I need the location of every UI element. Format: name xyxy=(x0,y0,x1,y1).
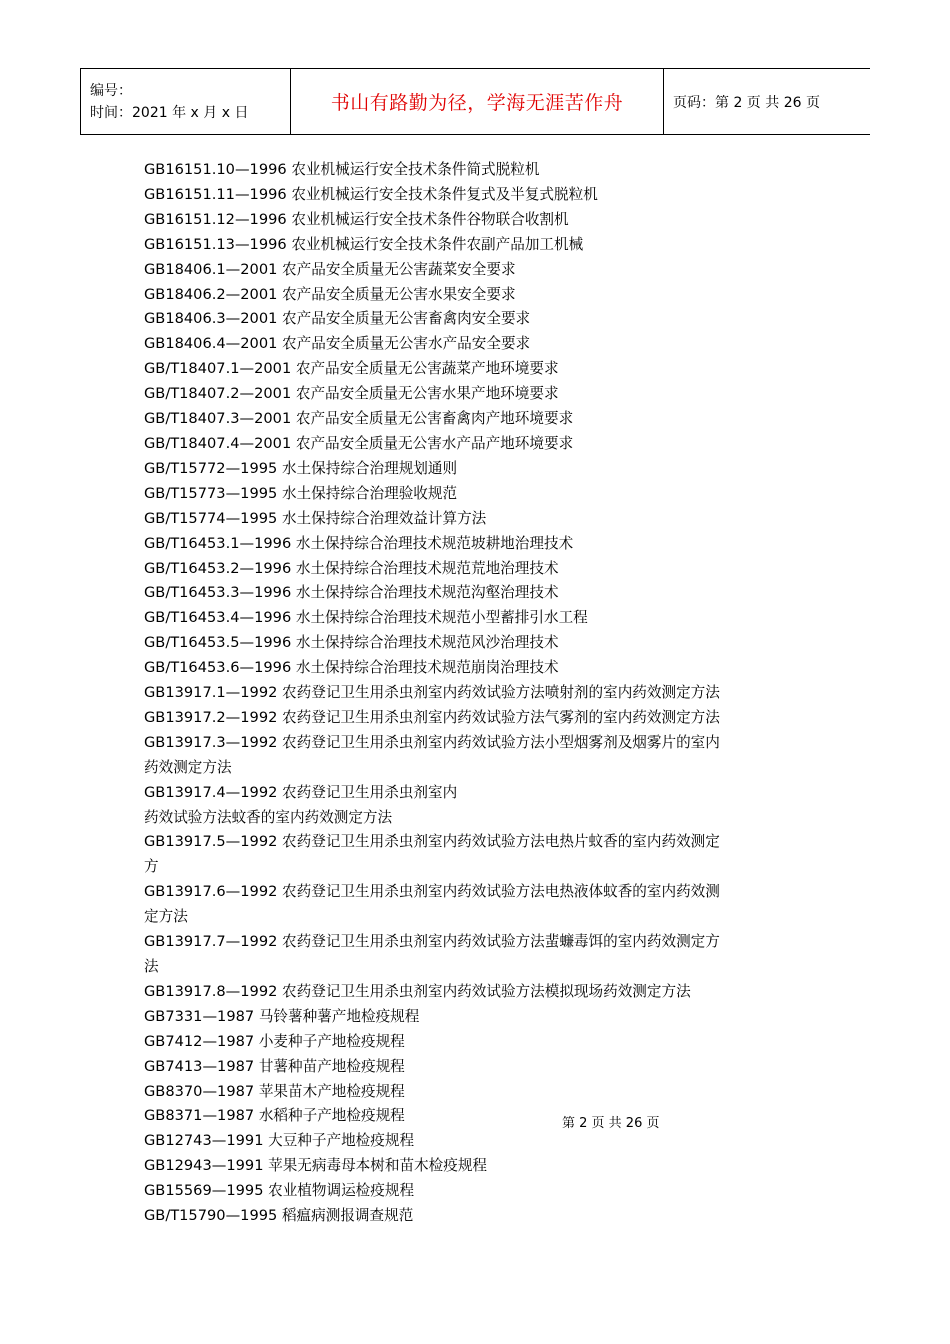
standard-line: GB/T18407.4—2001 农产品安全质量无公害水产品产地环境要求 xyxy=(144,434,574,452)
standards-list xyxy=(144,158,814,1229)
standard-line: GB12743—1991 大豆种子产地检疫规程 xyxy=(144,1132,415,1150)
standard-line: 药效试验方法蚊香的室内药效测定方法 xyxy=(144,808,393,826)
header-meta-cell xyxy=(81,69,291,135)
standard-line: GB/T16453.6—1996 水土保持综合治理技术规范崩岗治理技术 xyxy=(144,659,559,677)
standard-line: GB8370—1987 苹果苗木产地检疫规程 xyxy=(144,1082,405,1100)
standard-line: GB/T18407.3—2001 农产品安全质量无公害畜禽肉产地环境要求 xyxy=(144,410,574,428)
standard-line: GB/T15774—1995 水土保持综合治理效益计算方法 xyxy=(144,509,487,527)
standard-line: GB/T15790—1995 稻瘟病测报调查规范 xyxy=(144,1207,414,1225)
standard-line: GB13917.3—1992 农药登记卫生用杀虫剂室内药效试验方法小型烟雾剂及烟雾片的室内 xyxy=(144,733,720,751)
standard-line: GB16151.10—1996 农业机械运行安全技术条件简式脱粒机 xyxy=(144,161,540,178)
header-page-label: 页码：第 2 页 共 26 页 xyxy=(664,69,871,135)
standard-line: GB/T15773—1995 水土保持综合治理验收规范 xyxy=(144,484,458,502)
standard-line: GB/T16453.3—1996 水土保持综合治理技术规范沟壑治理技术 xyxy=(144,584,559,602)
standard-line: 定方法 xyxy=(144,908,188,926)
standard-line: GB18406.4—2001 农产品安全质量无公害水产品安全要求 xyxy=(144,335,531,353)
standard-line: GB18406.1—2001 农产品安全质量无公害蔬菜安全要求 xyxy=(144,260,516,278)
standard-line: GB13917.2—1992 农药登记卫生用杀虫剂室内药效试验方法气雾剂的室内药效测定方法 xyxy=(144,708,720,726)
standard-line: GB13917.4—1992 农药登记卫生用杀虫剂室内 xyxy=(144,783,458,801)
standard-line: GB13917.5—1992 农药登记卫生用杀虫剂室内药效试验方法电热片蚊香的室内药效测定 xyxy=(144,833,720,851)
standard-line: GB16151.13—1996 农业机械运行安全技术条件农副产品加工机械 xyxy=(144,235,584,253)
standard-line: GB15569—1995 农业植物调运检疫规程 xyxy=(144,1182,415,1200)
standard-line: GB13917.6—1992 农药登记卫生用杀虫剂室内药效试验方法电热液体蚊香的室内药效测 xyxy=(144,883,720,901)
standard-line: GB13917.7—1992 农药登记卫生用杀虫剂室内药效试验方法蜚蠊毒饵的室内药效测定方 xyxy=(144,933,720,951)
footer-page-number: 第 2 页 共 26 页 xyxy=(562,1116,660,1131)
standard-line: GB/T16453.4—1996 水土保持综合治理技术规范小型蓄排引水工程 xyxy=(144,609,588,627)
standard-line: GB18406.3—2001 农产品安全质量无公害畜禽肉安全要求 xyxy=(144,310,531,328)
standard-line: 方 xyxy=(144,858,159,876)
standard-line: GB13917.8—1992 农药登记卫生用杀虫剂室内药效试验方法模拟现场药效测定方法 xyxy=(144,982,691,1000)
standard-line: GB7413—1987 甘薯种苗产地检疫规程 xyxy=(144,1057,405,1075)
serial-number-label: 编号： xyxy=(90,82,132,99)
standard-line: GB8371—1987 水稻种子产地检疫规程 xyxy=(144,1107,405,1125)
standard-line: GB/T16453.5—1996 水土保持综合治理技术规范风沙治理技术 xyxy=(144,634,559,652)
motto: 书山有路勤为径，学海无涯苦作舟 xyxy=(291,69,664,135)
standard-line: GB/T18407.2—2001 农产品安全质量无公害水果产地环境要求 xyxy=(144,385,559,403)
standard-line: GB16151.12—1996 农业机械运行安全技术条件谷物联合收割机 xyxy=(144,210,569,228)
standard-line: GB/T15772—1995 水土保持综合治理规划通则 xyxy=(144,459,458,477)
standard-line: GB/T16453.2—1996 水土保持综合治理技术规范荒地治理技术 xyxy=(144,559,559,577)
standard-line: GB7331—1987 马铃薯种薯产地检疫规程 xyxy=(144,1007,420,1025)
standard-line: GB18406.2—2001 农产品安全质量无公害水果安全要求 xyxy=(144,285,516,303)
standard-line: 法 xyxy=(144,958,159,975)
standard-line: 药效测定方法 xyxy=(144,758,232,776)
standard-line: GB12943—1991 苹果无病毒母本树和苗木检疫规程 xyxy=(144,1157,488,1175)
date-label: 时间：2021 年 x 月 x 日 xyxy=(90,104,249,121)
standard-line: GB/T16453.1—1996 水土保持综合治理技术规范坡耕地治理技术 xyxy=(144,534,574,552)
standard-line: GB16151.11—1996 农业机械运行安全技术条件复式及半复式脱粒机 xyxy=(144,185,598,203)
standard-line: GB13917.1—1992 农药登记卫生用杀虫剂室内药效试验方法喷射剂的室内药效测定方法 xyxy=(144,684,720,702)
standard-line: GB/T18407.1—2001 农产品安全质量无公害蔬菜产地环境要求 xyxy=(144,360,559,378)
standard-line: GB7412—1987 小麦种子产地检疫规程 xyxy=(144,1032,405,1050)
document-header xyxy=(80,68,870,135)
